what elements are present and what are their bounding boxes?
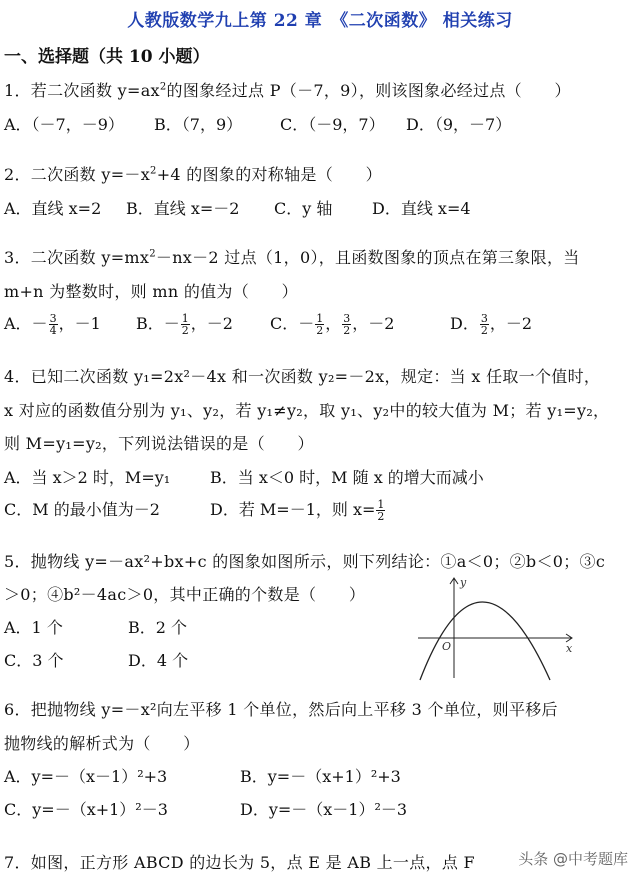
q5-stem-line1: 5．抛物线 y=－ax²+bx+c 的图象如图所示，则下列结论：①a＜0；②b＜0；③c (4, 552, 606, 571)
parabola-curve (420, 602, 550, 680)
q1-option-b: B．（7，9） (154, 115, 243, 134)
q2-option-d: D．直线 x=4 (372, 199, 471, 218)
q4-stem-line1: 4．已知二次函数 y₁=2x²－4x 和一次函数 y₂=－2x，规定：当 x 任取一个值时， (4, 367, 601, 386)
q6-option-c: C．y=－（x+1）²－3 (4, 800, 168, 819)
q6-option-b: B．y=－（x+1）²+3 (240, 767, 401, 786)
q1-option-d: D．（9，－7） (406, 115, 512, 134)
x-axis-label: x (566, 642, 573, 655)
section-heading: 一、选择题（共 10 小题） (4, 47, 210, 67)
q1-option-a: A．（－7，－9） (4, 115, 124, 134)
q5-option-c: C．3 个 (4, 651, 64, 670)
q3-option-a: A．－ $\frac{3}{4}$ ，－1 (4, 312, 101, 337)
q1-stem: 1．若二次函数 $y=ax^2$的图象经过点 P（－7，9），则该图象必经过点（ ） (4, 81, 571, 100)
q6-option-a: A．y=－（x－1）²+3 (4, 767, 168, 786)
q6-option-d: D．y=－（x－1）²－3 (240, 800, 408, 819)
q3-option-c: C．－ $\frac{1}{2}$ ， $\frac{3}{2}$ ，－2 (270, 312, 395, 337)
q4-stem-line2: x 对应的函数值分别为 y₁、y₂，若 y₁≠y₂，取 y₁、y₂中的较大值为 M；若 y₁=y₂， (4, 401, 610, 420)
q2-option-b: B．直线 x=－2 (126, 199, 240, 218)
q6-stem-line1: 6．把抛物线 y=－x²向左平移 1 个单位，然后向上平移 3 个单位，则平移后 (4, 700, 558, 719)
q5-option-a: A．1 个 (4, 618, 63, 637)
q2-option-a: A．直线 x=2 (4, 199, 102, 218)
q4-option-c: C．M 的最小值为－2 (4, 500, 160, 519)
q5-stem-line2: ＞0；④b²－4ac＞0，其中正确的个数是（ ） (4, 585, 366, 604)
origin-label: O (442, 640, 452, 653)
q3-stem-line2: m+n 为整数时，则 mn 的值为（ ） (4, 282, 298, 301)
q4-option-b: B．当 x＜0 时，M 随 x 的增大而减小 (210, 468, 484, 487)
q6-stem-line2: 抛物线的解析式为（ ） (4, 734, 200, 753)
q1-option-c: C．（－9，7） (280, 115, 385, 134)
q5-option-b: B．2 个 (128, 618, 188, 637)
page-title: 人教版数学九上第 22 章 《二次函数》 相关练习 (127, 11, 513, 31)
q4-option-d: D．若 M=－1，则 x= $\frac{1}{2}$ (210, 498, 385, 523)
q3-stem-line1: 3．二次函数 $y=mx^2-nx-2$ 过点（1，0），且函数图象的顶点在第三象限，当 (4, 248, 580, 267)
q5-option-d: D．4 个 (128, 651, 189, 670)
watermark: 头条 @中考题库 (514, 848, 632, 869)
q4-option-a: A．当 x＞2 时，M=y₁ (4, 468, 171, 487)
q3-option-b: B．－ $\frac{1}{2}$ ，－2 (136, 312, 233, 337)
parabola-graph (412, 574, 580, 682)
q2-option-c: C．y 轴 (274, 199, 333, 218)
q2-stem: 2．二次函数 $y=-x^2+4$ 的图象的对称轴是（ ） (4, 165, 382, 184)
q4-stem-line3: 则 M=y₁=y₂，下列说法错误的是（ ） (4, 434, 314, 453)
y-axis-label: y (460, 576, 467, 589)
q7-stem-line1: 7．如图，正方形 ABCD 的边长为 5，点 E 是 AB 上一点，点 F (4, 853, 475, 872)
q3-option-d: D． $\frac{3}{2}$ ，－2 (450, 312, 533, 337)
